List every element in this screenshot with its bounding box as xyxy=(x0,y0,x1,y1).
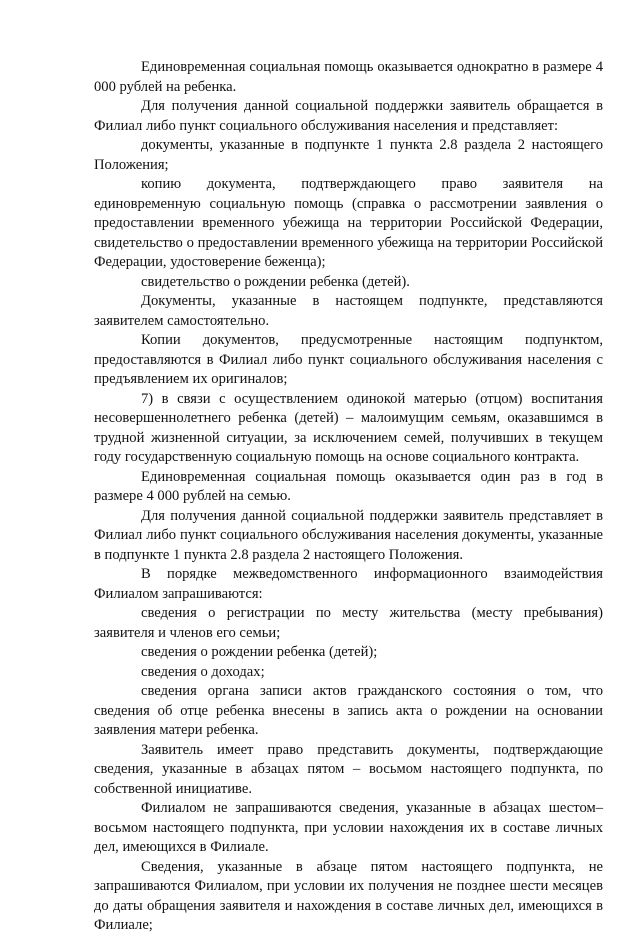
paragraph: документы, указанные в подпункте 1 пункта 2.8 раздела 2 настоящего Положения; xyxy=(94,137,603,173)
paragraph: копию документа, подтверждающего право заявителя на единовременную социальную помощь (справка о рассмотрении заявления о предоставлении временного убежища на территории Российской Федерации, свидетельство о предоставлении временного убежища на территории Российской Федерации, удостоверение беженца); xyxy=(94,176,603,270)
paragraph: Для получения данной социальной поддержки заявитель представляет в Филиал либо пункт социального обслуживания населения документы, указанные в подпункте 1 пункта 2.8 раздела 2 настоящего Положения. xyxy=(94,507,603,563)
paragraph: В порядке межведомственного информационного взаимодействия Филиалом запрашиваются: xyxy=(94,566,603,602)
paragraph: Сведения, указанные в абзаце пятом настоящего подпункта, не запрашиваются Филиалом, при условии их получения не позднее шести месяцев до даты обращения заявителя и нахождения в составе личных дел, имеющихся в Филиале; xyxy=(94,858,603,933)
paragraph: свидетельство о рождении ребенка (детей). xyxy=(141,273,410,290)
paragraph: Единовременная социальная помощь оказывается однократно в размере 4 000 рублей на ребенка. xyxy=(94,59,603,95)
paragraph: Заявитель имеет право представить документы, подтверждающие сведения, указанные в абзацах пятом – восьмом настоящего подпункта, по собственной инициативе. xyxy=(94,741,603,797)
paragraph: 7) в связи с осуществлением одинокой матерью (отцом) воспитания несовершеннолетнего ребенка (детей) – малоимущим семьям, оказавшимся в трудной жизненной ситуации, за исключением семей, получивших в текущем году государственную социальную помощь на основе социального контракта. xyxy=(94,390,603,465)
paragraph: Единовременная социальная помощь оказывается один раз в год в размере 4 000 рублей на семью. xyxy=(94,468,603,504)
paragraph: Филиалом не запрашиваются сведения, указанные в абзацах шестом–восьмом настоящего подпункта, при условии нахождения их в составе личных дел, имеющихся в Филиале. xyxy=(94,800,603,855)
paragraph: сведения о рождении ребенка (детей); xyxy=(141,644,378,660)
paragraph: сведения о регистрации по месту жительства (месту пребывания) заявителя и членов его семьи; xyxy=(94,605,603,641)
paragraph: Для получения данной социальной поддержки заявитель обращается в Филиал либо пункт социального обслуживания населения и представляет: xyxy=(94,98,603,134)
paragraph: сведения о доходах; xyxy=(141,663,265,680)
paragraph: сведения органа записи актов гражданского состояния о том, что сведения об отце ребенка внесены в запись акта о рождении на основании заявления матери ребенка. xyxy=(94,683,603,738)
paragraph: Документы, указанные в настоящем подпункте, представляются заявителем самостоятельно. xyxy=(94,293,603,329)
paragraph: Копии документов, предусмотренные настоящим подпунктом, предоставляются в Филиал либо пункт социального обслуживания населения с предъявлением их оригиналов; xyxy=(94,332,603,387)
